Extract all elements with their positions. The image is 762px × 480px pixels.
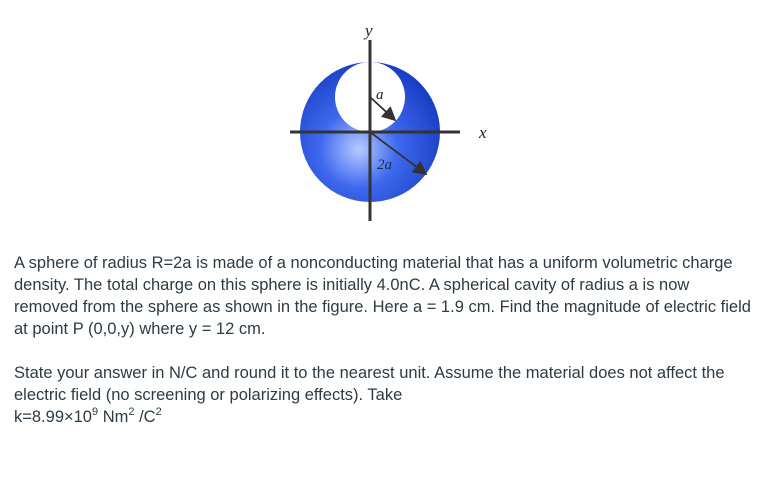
- problem-text: [14, 252, 754, 428]
- answer-instructions: [14, 362, 754, 428]
- sphere-diagram: [280, 10, 500, 225]
- k-unit-2-exponent: 2: [155, 405, 162, 418]
- x-axis-label: x: [479, 123, 487, 142]
- k-unit-1-exponent: 2: [128, 405, 135, 418]
- problem-statement: A sphere of radius R=2a is made of a nonconducting material that has a uniform volumetric charge density. The total charge on this sphere is initially 4.0nC. A spherical cavity of radius a is now removed from the sphere as shown in the figure. Here a = 1.9 cm. Find the magnitude of electric field at point P (0,0,y) where y = 12 cm.: [14, 254, 751, 338]
- sphere-radius-label: 2a: [377, 157, 392, 173]
- k-prefix: k=8.99×10: [14, 408, 92, 426]
- coulomb-constant: [14, 405, 162, 426]
- k-unit-2: /C: [134, 408, 156, 426]
- instructions-text: State your answer in N/C and round it to the nearest unit. Assume the material does not affect the electric field (no screening or polarizing effects). Take: [14, 364, 725, 404]
- k-exponent: 9: [92, 405, 99, 418]
- y-axis-label: y: [365, 21, 373, 40]
- sphere-figure: [280, 10, 500, 225]
- k-unit-1: Nm: [98, 408, 129, 426]
- cavity-radius-label: a: [376, 87, 384, 103]
